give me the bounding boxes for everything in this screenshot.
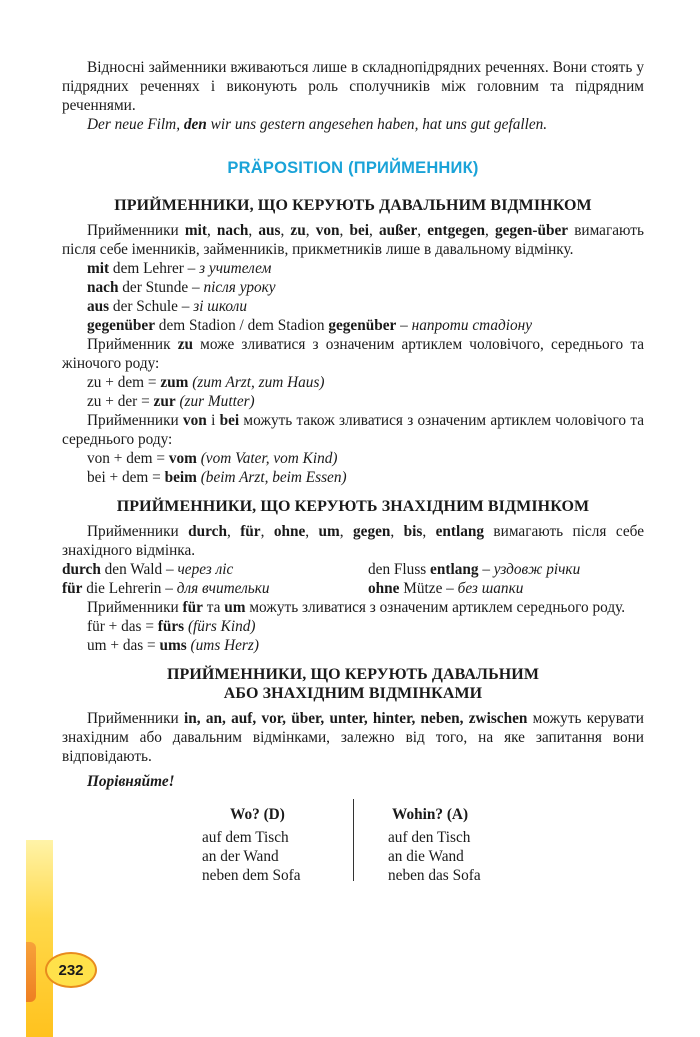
both-section-title (62, 665, 644, 703)
compare-label: Порівняйте! (87, 773, 175, 790)
dativ-von-bei-form: bei + dem = beim (beim Arzt, beim Essen) (87, 469, 347, 486)
akk-examples (62, 560, 644, 598)
dativ-example-mit: mit dem Lehrer – з учителем (87, 260, 272, 277)
page-number-badge: 232 (45, 952, 97, 988)
akk-example: ohne Mütze – без шапки (368, 580, 524, 597)
compare-row: an die Wand (388, 848, 464, 865)
dativ-example-gegenueber: gegenüber dem Stadion / dem Stadion gegenüber – напроти стадіону (87, 317, 533, 334)
dativ-example-nach: nach der Stunde – після уроку (87, 279, 276, 296)
dativ-von-bei-rule: Прийменники von і bei можуть також зливатися з означеним артиклем чоловічого та середнього роду: (62, 412, 644, 448)
compare-divider (353, 799, 354, 881)
akk-fuer-um-rule: Прийменники für та um можуть зливатися з означеним артиклем середнього роду. (87, 599, 626, 616)
dativ-intro: Прийменники mit, nach, aus, zu, von, bei, außer, entgegen, gegen-über вимагають після себе іменників, займенників, прикметників лише в давальному відмінку. (62, 222, 644, 258)
akk-fuer-um-form: für + das = fürs (fürs Kind) (87, 618, 256, 635)
akk-intro: Прийменники durch, für, ohne, um, gegen, bis, entlang вимагають після себе знахідного відмінка. (62, 523, 644, 559)
main-title: PRÄPOSITION (ПРИЙМЕННИК) (227, 159, 479, 177)
intro-example: Der neue Film, den wir uns gestern angesehen haben, hat uns gut gefallen. (87, 116, 548, 133)
page-content (62, 58, 644, 885)
compare-row: neben das Sofa (388, 867, 481, 884)
dativ-example-aus: aus der Schule – зі школи (87, 298, 247, 315)
compare-col-head: Wohin? (A) (392, 806, 469, 823)
compare-row: neben dem Sofa (202, 867, 301, 884)
akk-example: den Fluss entlang – уздовж річки (368, 561, 581, 578)
intro-paragraph: Відносні займенники вживаються лише в складнопідрядних реченнях. Вони стоять у підрядних реченнях і виконують роль сполучників між головним та підрядним реченнями. (62, 59, 644, 114)
compare-col-head: Wo? (D) (230, 806, 285, 823)
both-intro: Прийменники in, an, auf, vor, über, unter, hinter, neben, zwischen можуть керувати знахідним або давальним відмінками, залежно від того, на яке запитання вони відповідають. (62, 710, 644, 765)
decorative-side-strip (26, 840, 53, 1037)
decorative-side-tab (26, 942, 36, 1002)
compare-row: auf den Tisch (388, 829, 471, 846)
akk-example: für die Lehrerin – для вчительки (62, 580, 270, 597)
compare-col-wo (202, 805, 301, 885)
compare-row: an der Wand (202, 848, 279, 865)
akk-example: durch den Wald – через ліс (62, 561, 234, 578)
dativ-zu-rule: Прийменник zu може зливатися з означеним артиклем чоловічого, середнього та жіночого роду: (62, 336, 644, 372)
akk-section-title: ПРИЙМЕННИКИ, ЩО КЕРУЮТЬ ЗНАХІДНИМ ВІДМІНКОМ (116, 498, 590, 515)
akk-fuer-um-form: um + das = ums (ums Herz) (87, 637, 259, 654)
dativ-zu-form: zu + dem = zum (zum Arzt, zum Haus) (87, 374, 325, 391)
both-section-title-line1: ПРИЙМЕННИКИ, ЩО КЕРУЮТЬ ДАВАЛЬНИМ (166, 666, 540, 683)
dativ-von-bei-form: von + dem = vom (vom Vater, vom Kind) (87, 450, 338, 467)
dativ-zu-form: zu + der = zur (zur Mutter) (87, 393, 255, 410)
both-section-title-line2: АБО ЗНАХІДНИМ ВІДМІНКАМИ (223, 685, 483, 702)
compare-col-wohin (388, 805, 481, 885)
dativ-section-title: ПРИЙМЕННИКИ, ЩО КЕРУЮТЬ ДАВАЛЬНИМ ВІДМІНКОМ (114, 197, 592, 214)
compare-row: auf dem Tisch (202, 829, 289, 846)
compare-table (62, 797, 644, 885)
